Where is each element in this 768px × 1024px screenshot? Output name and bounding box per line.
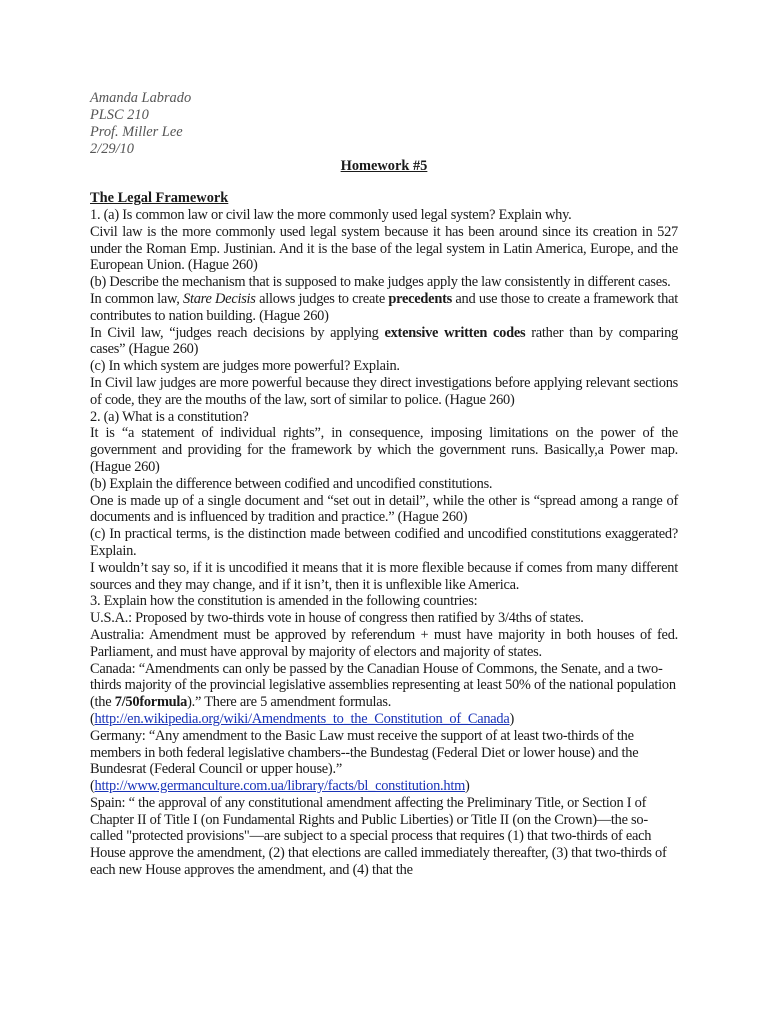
text-run: ( [90,778,95,795]
paragraph [90,661,678,711]
paragraph [90,224,678,274]
text-run: In Civil law judges are more powerful because they direct investigations before applying relevant sections of code, they are the mouths of the law, sort of similar to police. (Hague 260) [90,374,678,408]
text-run: Germany: “Any amendment to the Basic Law must receive the support of at least two-thirds of the members in both federal legislative chambers--the Bundestag (Federal Diet or lower house) and the Bundesrat (Federal Council or upper house).” [90,727,639,778]
text-run: One is made up of a single document and “set out in detail”, while the other is “spread among a range of documents and is influenced by tradition and practice.” (Hague 260) [90,492,678,526]
paragraph [90,526,678,560]
paragraph [90,795,678,879]
section-title: The Legal Framework [90,190,229,206]
bold-term: 7/50formula [114,694,188,711]
text-run: U.S.A.: Proposed by two-thirds vote in house of congress then ratified by 3/4ths of states. [90,610,584,627]
paragraph [90,778,678,795]
paragraph [90,560,678,594]
paragraph [90,476,678,493]
paragraph [90,425,678,475]
text-run: allows judges to create [255,290,389,307]
text-run: 1. (a) Is common law or civil law the more commonly used legal system? Explain why. [90,207,572,223]
bold-term: precedents [388,290,452,307]
author-name: Amanda Labrado [90,90,192,106]
paragraph [90,593,678,610]
text-run: Canada: “Amendments can only be passed by the Canadian House of Commons, the Senate, and a two-thirds majority of the provincial legislative assemblies representing at least 50% of the national population (the [90,660,676,711]
text-run: (c) In which system are judges more powerful? Explain. [90,358,400,375]
text-run: ).” There are 5 amendment formulas. [187,694,392,711]
document-title: Homework #5 [340,158,428,174]
bold-term: extensive written codes [384,324,526,341]
paragraph [90,711,678,728]
text-run: ) [509,710,515,727]
paragraph [90,627,678,661]
text-run: ( [90,710,95,727]
document-body [90,207,678,879]
paragraph [90,409,678,426]
course-code: PLSC 210 [90,107,149,123]
text-run: I wouldn’t say so, if it is uncodified it means that it is more flexible because if comes from many different sources and they may change, and if it isn’t, then it is unflexible like America. [90,559,678,593]
text-run: It is “a statement of individual rights”, in consequence, imposing limitations on the power of the government and providing for the framework by which the government runs. Basically,a Power map. (Hague 260) [90,425,678,475]
paragraph [90,375,678,409]
paragraph [90,325,678,359]
text-run: 3. Explain how the constitution is amended in the following countries: [90,593,478,610]
italic-term: Stare Decisis [183,290,256,307]
text-run: (c) In practical terms, is the distinction made between codified and uncodified constitutions exaggerated? Explain. [90,526,678,559]
text-run: (b) Explain the difference between codified and uncodified constitutions. [90,475,493,492]
document-date: 2/29/10 [90,141,134,157]
text-run: Civil law is the more commonly used legal system because it has been around since its creation in 527 under the Roman Emp. Justinian. And it is the base of the legal system in Latin America, Europe, and the European Union. (Hague 260) [90,223,678,274]
paragraph [90,610,678,627]
text-run: In Civil law, “judges reach decisions by applying [90,324,385,341]
text-run: Spain: “ the approval of any constitutional amendment affecting the Preliminary Title, or Section I of Chapter II of Title I (on Fundamental Rights and Public Liberties) or Title II (on the Crown)—the so-called "protected provisions"—are subject to a special process that requires (1) that two-thirds of each House approve the amendment, (2) that elections are called immediately thereafter, (3) that two-thirds of each new House approves the amendment, and (4) that the [90,794,667,879]
document-header [90,90,678,158]
professor-name: Prof. Miller Lee [90,124,183,140]
reference-link[interactable]: http://www.germanculture.com.ua/library/facts/bl_constitution.htm [94,778,466,795]
text-run: rather than by comparing cases” (Hague 260) [90,324,678,358]
paragraph [90,728,678,778]
text-run: Australia: Amendment must be approved by referendum + must have majority in both houses of fed. Parliament, and must have approval by majority of electors and majority of states. [90,626,678,660]
text-run: (b) Describe the mechanism that is supposed to make judges apply the law consistently in different cases. [90,274,671,291]
paragraph [90,207,678,224]
text-run: ) [465,778,470,795]
text-run: 2. (a) What is a constitution? [90,408,249,425]
paragraph [90,493,678,527]
paragraph [90,358,678,375]
text-run: and use those to create a framework that contributes to nation building. (Hague 260) [90,290,678,324]
paragraph [90,274,678,291]
text-run: In common law, [90,290,184,307]
reference-link[interactable]: http://en.wikipedia.org/wiki/Amendments_to_the_Constitution_of_Canada [94,710,510,727]
paragraph [90,291,678,325]
